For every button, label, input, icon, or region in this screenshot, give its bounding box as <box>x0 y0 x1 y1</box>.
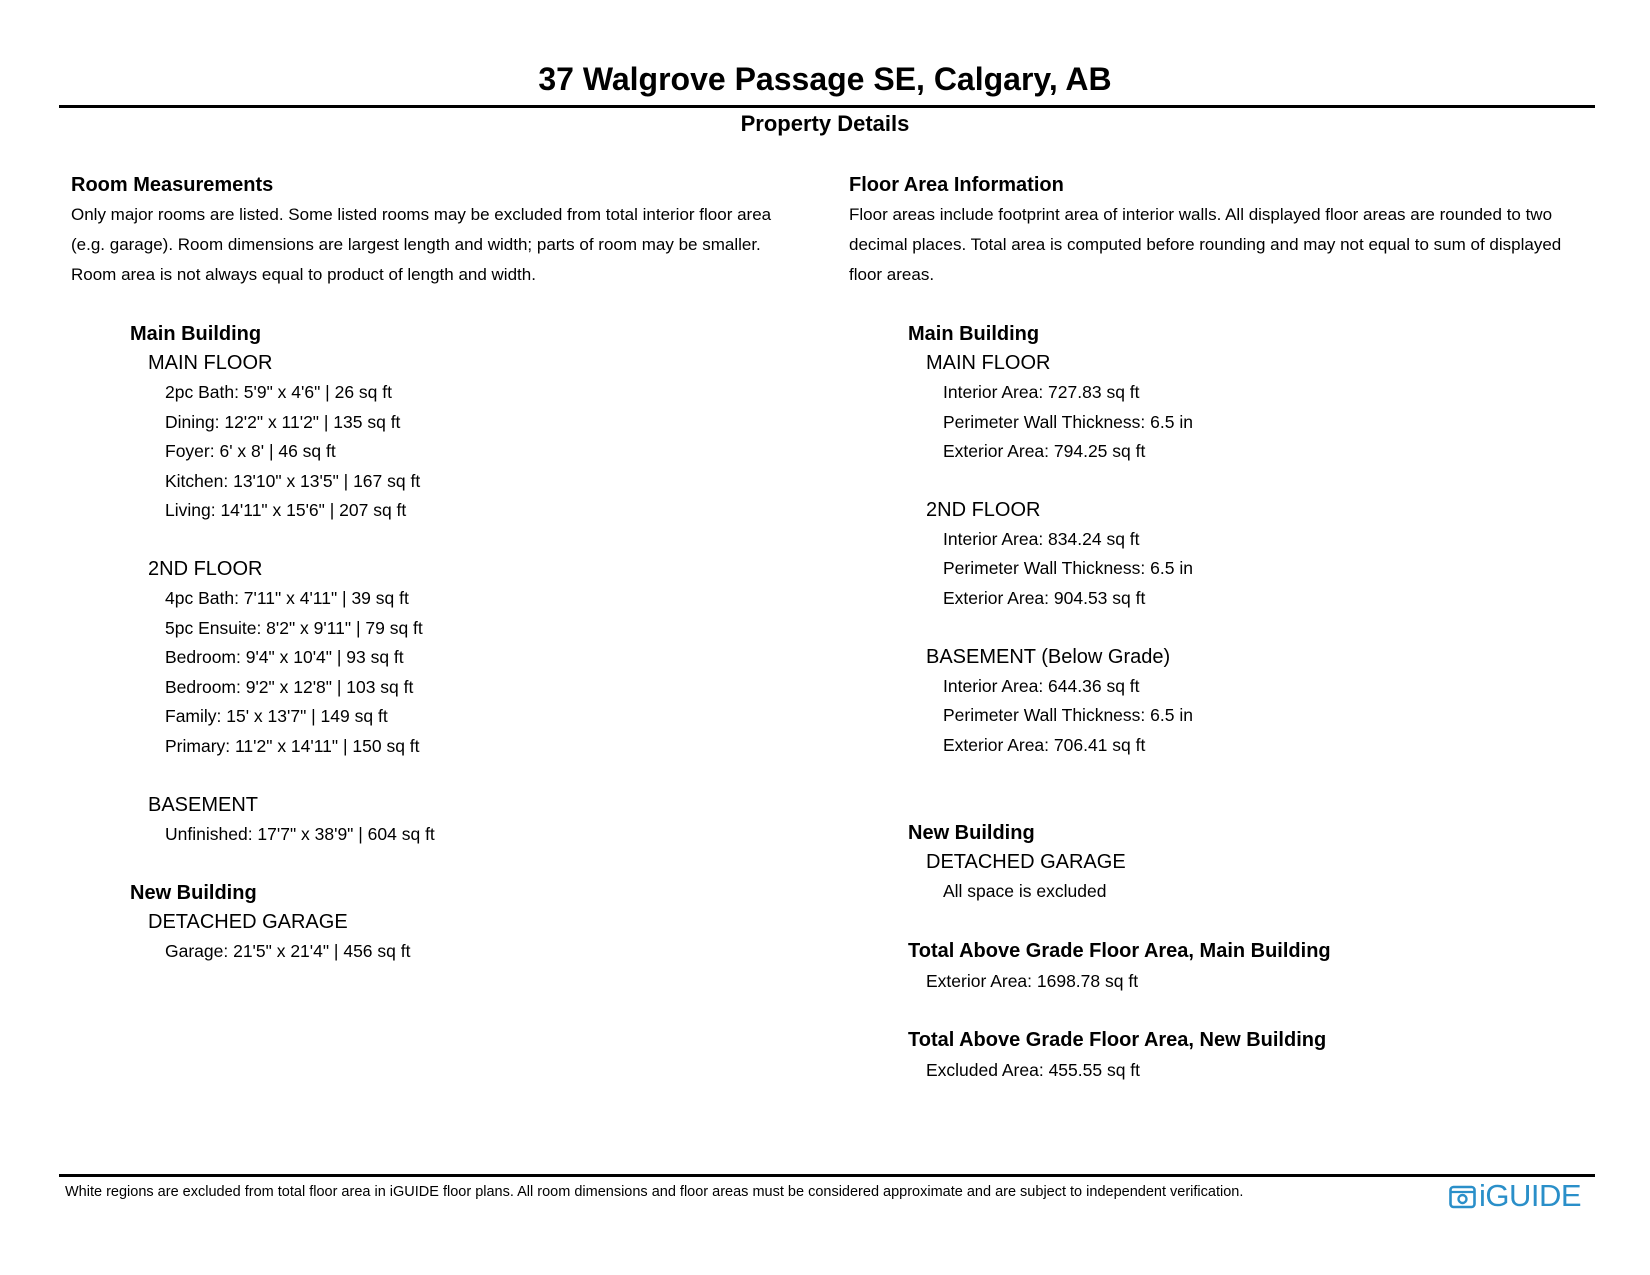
iguide-logo-icon <box>1449 1183 1476 1210</box>
floor-heading: 2ND FLOOR <box>926 498 1041 521</box>
total-value: Excluded Area: 455.55 sq ft <box>926 1059 1141 1080</box>
total-heading: Total Above Grade Floor Area, New Building <box>908 1028 1327 1051</box>
header-divider <box>59 105 1595 108</box>
building-heading: New Building <box>130 882 257 905</box>
room-measurements-intro <box>71 200 811 290</box>
intro-line: Only major rooms are listed. Some listed rooms may be excluded from total interior floor area <box>71 205 772 224</box>
floor-area-list <box>908 319 1609 1085</box>
floor-heading: MAIN FLOOR <box>148 352 273 374</box>
area-item: Exterior Area: 794.25 sq ft <box>943 441 1146 462</box>
room-item: Garage: 21'5" x 21'4" | 456 sq ft <box>165 941 411 962</box>
intro-line: decimal places. Total area is computed before rounding and may not equal to sum of displayed <box>849 235 1562 254</box>
floor-heading: DETACHED GARAGE <box>926 851 1126 874</box>
floor-heading: DETACHED GARAGE <box>148 911 348 934</box>
room-item: Bedroom: 9'4" x 10'4" | 93 sq ft <box>165 647 404 668</box>
iguide-logo-text: iGUIDE <box>1479 1178 1582 1213</box>
room-measurements-title: Room Measurements <box>71 174 274 196</box>
floor-heading: BASEMENT <box>148 793 259 816</box>
area-item: Interior Area: 727.83 sq ft <box>943 382 1140 402</box>
footer-disclaimer: White regions are excluded from total floor area in iGUIDE floor plans. All room dimensions and floor areas must be considered approximate and are subject to independent verification. <box>65 1184 1244 1200</box>
intro-line: floor areas. <box>849 265 935 284</box>
floor-heading: BASEMENT (Below Grade) <box>926 645 1171 668</box>
room-item: 5pc Ensuite: 8'2" x 9'11" | 79 sq ft <box>165 617 423 638</box>
room-list <box>130 319 811 967</box>
room-item: Dining: 12'2" x 11'2" | 135 sq ft <box>165 411 401 432</box>
total-heading: Total Above Grade Floor Area, Main Building <box>908 939 1331 962</box>
area-item: Perimeter Wall Thickness: 6.5 in <box>943 705 1193 726</box>
floor-area-intro <box>849 200 1609 290</box>
intro-line: Floor areas include footprint area of interior walls. All displayed floor areas are rounded to two <box>849 205 1553 224</box>
room-measurements-section <box>71 170 811 967</box>
building-heading: Main Building <box>130 323 262 345</box>
area-item: Perimeter Wall Thickness: 6.5 in <box>943 411 1193 432</box>
area-item: Interior Area: 834.24 sq ft <box>943 528 1140 549</box>
area-item: Perimeter Wall Thickness: 6.5 in <box>943 558 1193 579</box>
floor-area-section <box>849 170 1609 1085</box>
building-heading: New Building <box>908 822 1035 845</box>
room-item: 2pc Bath: 5'9" x 4'6" | 26 sq ft <box>165 382 392 402</box>
page-subtitle: Property Details <box>740 111 910 136</box>
room-item: Bedroom: 9'2" x 12'8" | 103 sq ft <box>165 676 414 697</box>
intro-line: (e.g. garage). Room dimensions are largest length and width; parts of room may be smaller. <box>71 235 761 254</box>
room-item: Primary: 11'2" x 14'11" | 150 sq ft <box>165 735 420 756</box>
room-item: Living: 14'11" x 15'6" | 207 sq ft <box>165 500 407 521</box>
total-value: Exterior Area: 1698.78 sq ft <box>926 970 1139 991</box>
area-item: Exterior Area: 706.41 sq ft <box>943 734 1146 755</box>
page-title: 37 Walgrove Passage SE, Calgary, AB <box>538 61 1112 97</box>
floor-heading: MAIN FLOOR <box>926 352 1051 374</box>
iguide-logo <box>1449 1179 1581 1213</box>
room-item: Kitchen: 13'10" x 13'5" | 167 sq ft <box>165 470 421 491</box>
intro-line: Room area is not always equal to product of length and width. <box>71 265 536 284</box>
room-item: Unfinished: 17'7" x 38'9" | 604 sq ft <box>165 823 435 844</box>
area-item: Interior Area: 644.36 sq ft <box>943 675 1140 696</box>
room-item: 4pc Bath: 7'11" x 4'11" | 39 sq ft <box>165 587 409 608</box>
area-item: All space is excluded <box>943 881 1107 902</box>
floor-area-title: Floor Area Information <box>849 174 1064 196</box>
room-item: Family: 15' x 13'7" | 149 sq ft <box>165 706 388 727</box>
room-item: Foyer: 6' x 8' | 46 sq ft <box>165 441 336 462</box>
floor-heading: 2ND FLOOR <box>148 557 263 580</box>
footer-divider <box>59 1174 1595 1177</box>
building-heading: Main Building <box>908 323 1040 345</box>
area-item: Exterior Area: 904.53 sq ft <box>943 587 1146 608</box>
